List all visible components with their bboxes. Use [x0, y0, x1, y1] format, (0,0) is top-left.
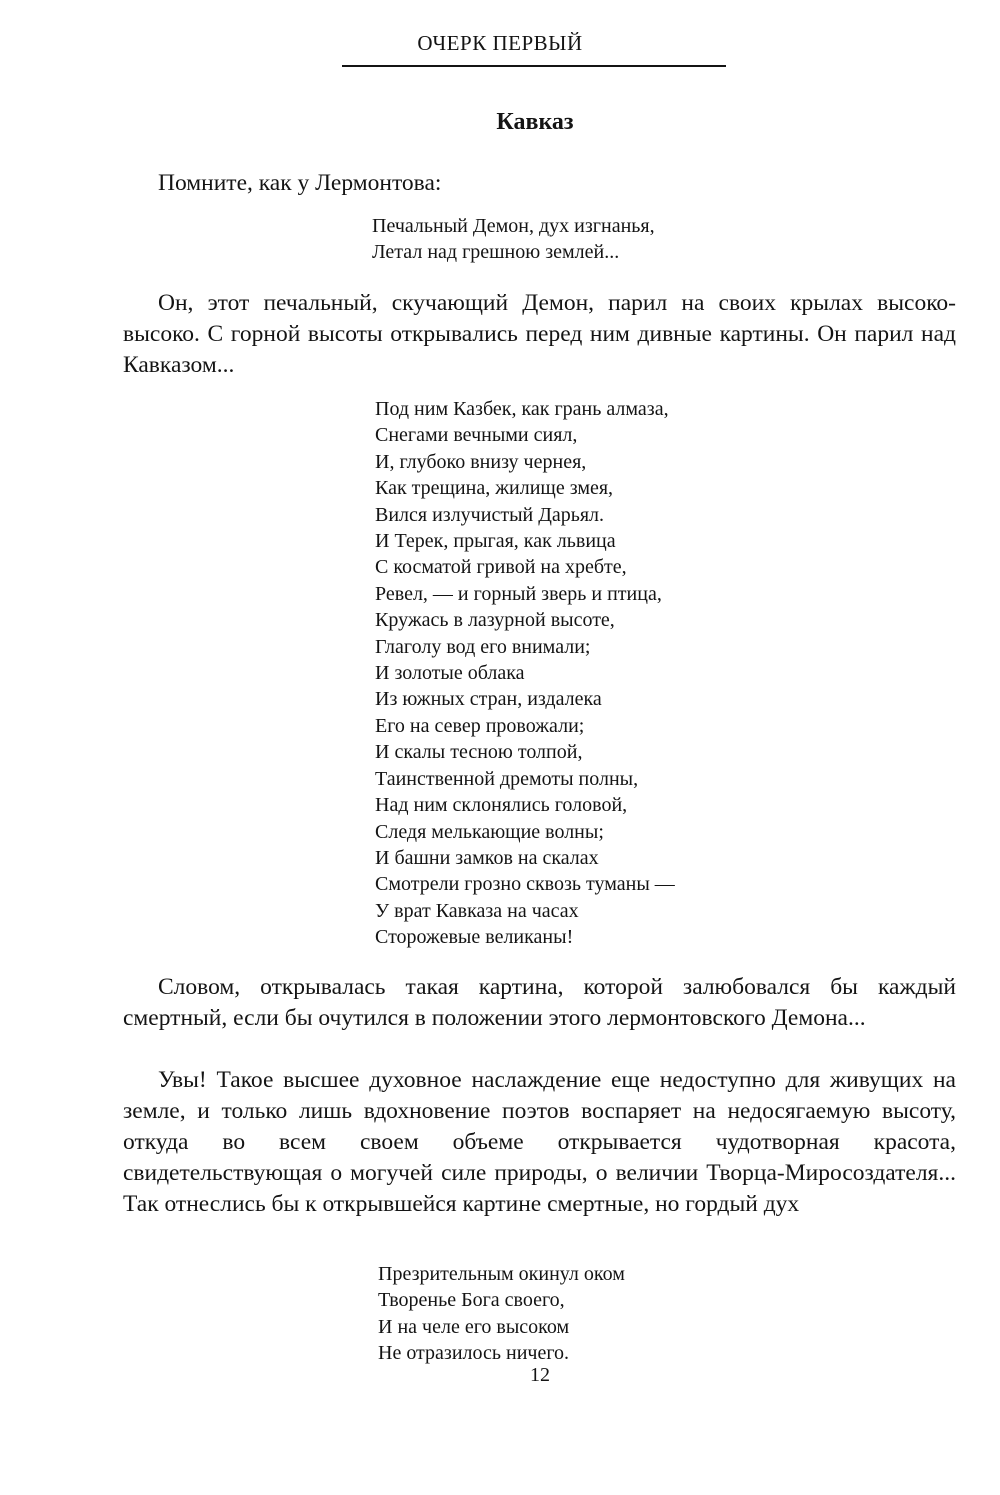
paragraph-text: Словом, открывалась такая картина, которой залюбовался бы каждый смертный, если бы очутился в положении этого лермонтовского Демона...	[123, 974, 956, 1031]
verse-line: Над ним склонялись головой,	[375, 794, 628, 817]
verse-line: И скалы тесною толпой,	[375, 741, 583, 764]
verse-line: Глаголу вод его внимали;	[375, 635, 591, 658]
verse-line: Летал над грешною землей...	[372, 241, 620, 264]
running-header: ОЧЕРК ПЕРВЫЙ	[417, 31, 583, 55]
intro-paragraph	[123, 168, 956, 199]
verse-line: Творенье Бога своего,	[378, 1289, 565, 1312]
verse-line: Презрительным окинул оком	[378, 1263, 625, 1285]
verse-line: И на челе его высоком	[378, 1315, 570, 1338]
verse-line: С косматой гривой на хребте,	[375, 556, 627, 579]
verse-line: И башни замков на скалах	[375, 846, 599, 869]
verse-contempt	[378, 1261, 625, 1367]
page-number: 12	[530, 1364, 550, 1386]
verse-caucasus	[375, 396, 675, 951]
paragraph-demon	[123, 288, 956, 381]
paragraph-text: Он, этот печальный, скучающий Демон, парил на своих крылах высоко-высоко. С горной высоты открывались перед ним дивные картины. Он парил над Кавказом...	[123, 290, 956, 378]
verse-line: И Терек, прыгая, как львица	[375, 530, 616, 553]
verse-epigraph	[372, 213, 655, 266]
verse-line: Сторожевые великаны!	[375, 926, 574, 949]
verse-line: Смотрели грозно сквозь туманы —	[375, 873, 675, 896]
verse-line: Таинственной дремоты полны,	[375, 767, 639, 790]
verse-line: Снегами вечными сиял,	[375, 424, 578, 447]
paragraph-text: Увы! Такое высшее духовное наслаждение еще недоступно для живущих на земле, и только лишь вдохновение поэтов воспаряет на недосягаемую высоту, откуда во всем своем объеме открывается чудотворная красота, свидетельствующая о могучей силе природы, о величии Творца-Миросоздателя... Так отнеслись бы к открывшейся картине смертные, но гордый дух	[123, 1067, 956, 1217]
paragraph-alas	[123, 1065, 956, 1220]
verse-line: У врат Кавказа на часах	[375, 899, 579, 922]
verse-line: Ревел, — и горный зверь и птица,	[375, 582, 662, 605]
verse-line: Под ним Казбек, как грань алмаза,	[375, 398, 669, 420]
verse-line: Как трещина, жилище змея,	[375, 477, 614, 500]
verse-line: Из южных стран, издалека	[375, 688, 602, 711]
verse-line: Кружась в лазурной высоте,	[375, 609, 615, 632]
header-rule	[342, 65, 726, 67]
chapter-title: Кавказ	[496, 109, 574, 135]
intro-text: Помните, как у Лермонтова:	[158, 170, 442, 196]
verse-line: Печальный Демон, дух изгнанья,	[372, 215, 655, 237]
verse-line: Его на север провожали;	[375, 714, 585, 737]
verse-line: И, глубоко внизу чернея,	[375, 450, 587, 473]
verse-line: Следя мелькающие волны;	[375, 820, 604, 843]
verse-line: Не отразилось ничего.	[378, 1342, 570, 1365]
verse-line: И золотые облака	[375, 662, 525, 685]
paragraph-mortal	[123, 972, 956, 1034]
verse-line: Вился излучистый Дарьял.	[375, 503, 605, 526]
